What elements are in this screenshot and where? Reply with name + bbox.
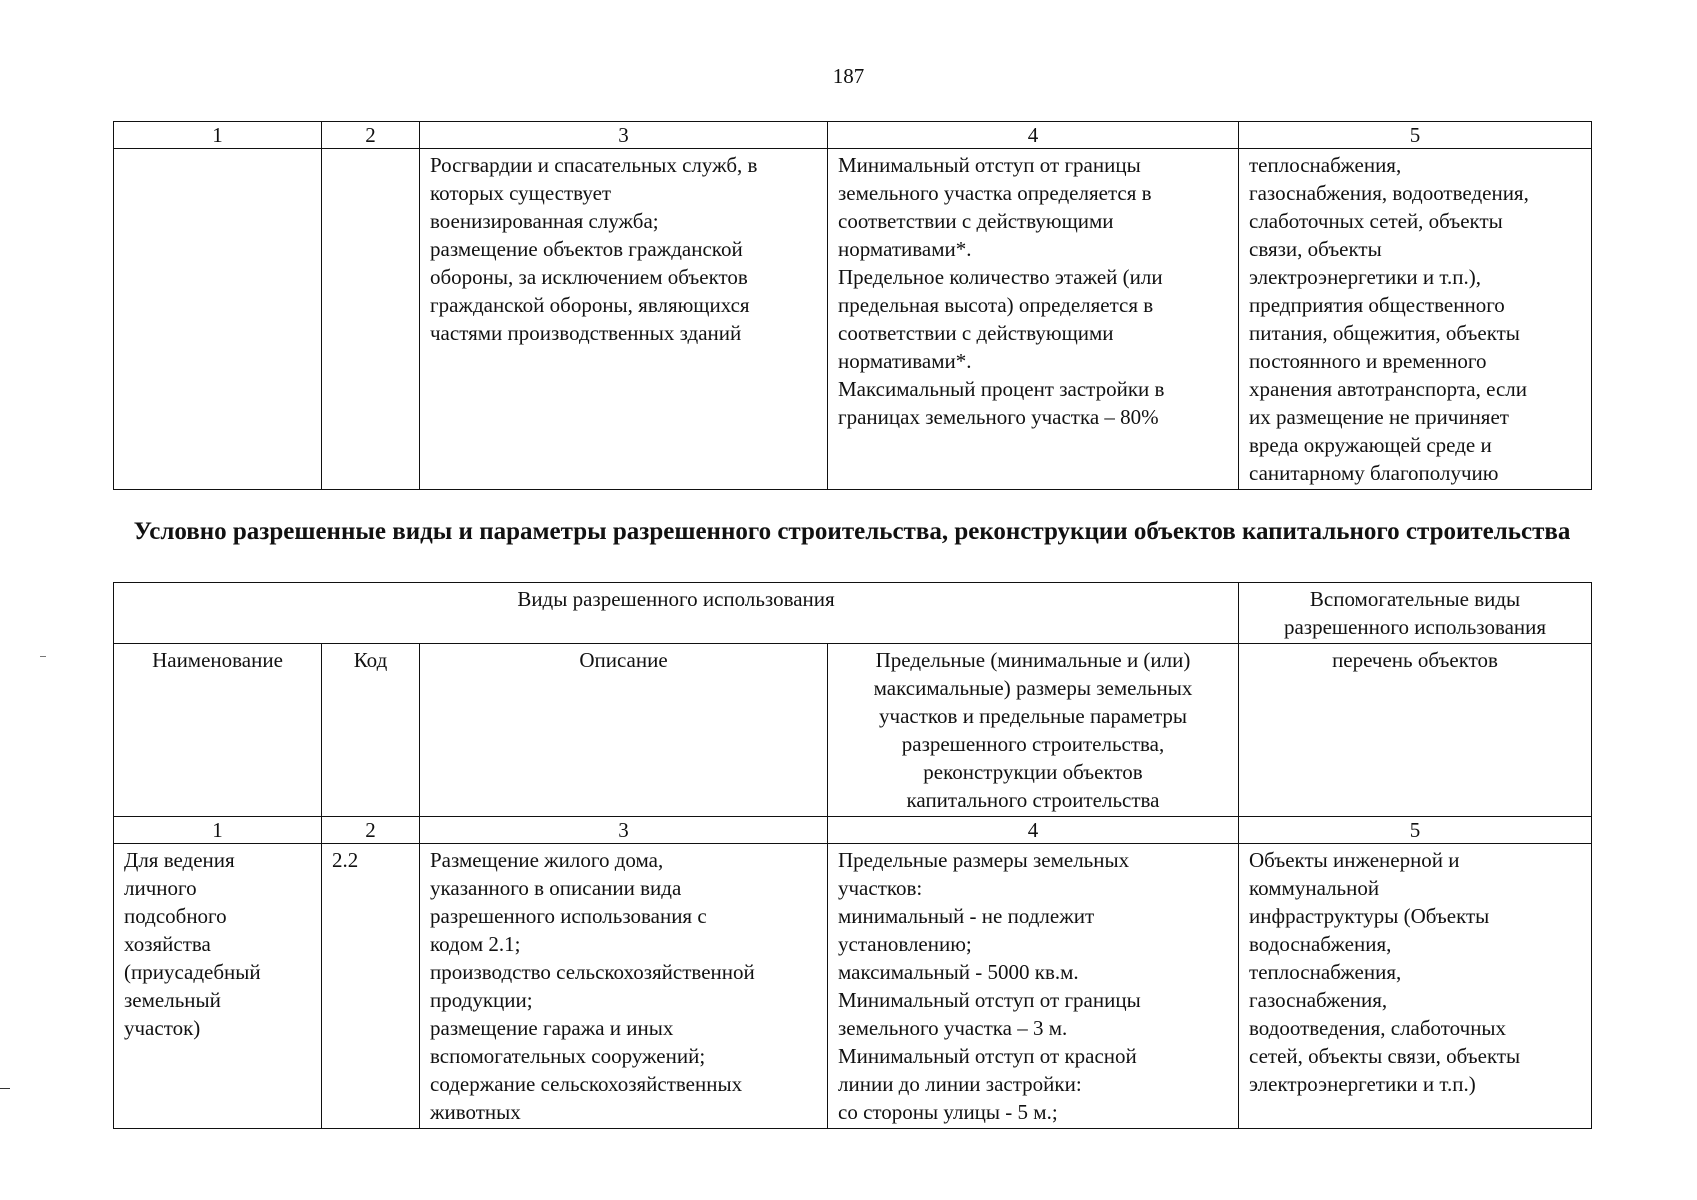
header-parameters: Предельные (минимальные и (или) максимальные) размеры земельных участков и предельные параметры разрешенного строительства, реконструкции объектов капитального строительства [828, 644, 1239, 817]
scan-mark [0, 1088, 10, 1089]
description-cell: Росгвардии и спасательных служб, в которых существует военизированная служба; размещение объектов гражданской обороны, за исключением объектов гражданской обороны, являющихся частями производственных зданий [420, 149, 828, 490]
name-cell: Для ведения личного подсобного хозяйства (приусадебный земельный участок) [114, 844, 322, 1129]
aux-header: Вспомогательные виды разрешенного использования [1239, 583, 1592, 644]
col-number: 3 [420, 817, 828, 844]
section-title: Условно разрешенные виды и параметры разрешенного строительства, реконструкции объектов капитального строительства [133, 518, 1571, 545]
scan-mark [40, 656, 46, 657]
col-number: 4 [828, 817, 1239, 844]
col-number: 2 [322, 817, 420, 844]
parameters-cell: Минимальный отступ от границы земельного участка определяется в соответствии с действующими нормативами*. Предельное количество этажей (или предельная высота) определяется в соответствии с действующими нормативами*. Максимальный процент застройки в границах земельного участка – 80% [828, 149, 1239, 490]
col-number: 3 [420, 122, 828, 149]
col-number: 1 [114, 817, 322, 844]
col-number: 1 [114, 122, 322, 149]
col-number: 5 [1239, 817, 1592, 844]
table-continuation [113, 121, 1592, 490]
code-cell [322, 149, 420, 490]
col-number: 4 [828, 122, 1239, 149]
table-row [114, 844, 1592, 1129]
header-name: Наименование [114, 644, 322, 817]
description-cell: Размещение жилого дома, указанного в описании вида разрешенного использования с кодом 2.1; производство сельскохозяйственной продукции; размещение гаража и иных вспомогательных сооружений; содержание сельскохозяйственных животных [420, 844, 828, 1129]
column-number-row [114, 122, 1592, 149]
header-objects: перечень объектов [1239, 644, 1592, 817]
group-header-row [114, 583, 1592, 644]
auxiliary-cell: Объекты инженерной и коммунальной инфраструктуры (Объекты водоснабжения, теплоснабжения, газоснабжения, водоотведения, слаботочных сетей, объекты связи, объекты электроэнергетики и т.п.) [1239, 844, 1592, 1129]
page-number: 187 [832, 64, 865, 88]
code-cell: 2.2 [322, 844, 420, 1129]
table-row [114, 149, 1592, 490]
header-code: Код [322, 644, 420, 817]
auxiliary-cell: теплоснабжения, газоснабжения, водоотведения, слаботочных сетей, объекты связи, объекты электроэнергетики и т.п.), предприятия общественного питания, общежития, объекты постоянного и временного хранения автотранспорта, если их размещение не причиняет вреда окружающей среде и санитарному благополучию [1239, 149, 1592, 490]
table-conditional-uses [113, 582, 1592, 1129]
name-cell [114, 149, 322, 490]
header-description: Описание [420, 644, 828, 817]
column-number-row [114, 817, 1592, 844]
header-row [114, 644, 1592, 817]
parameters-cell: Предельные размеры земельных участков: минимальный - не подлежит установлению; максимальный - 5000 кв.м. Минимальный отступ от границы земельного участка – 3 м. Минимальный отступ от красной линии до линии застройки: со стороны улицы - 5 м.; [828, 844, 1239, 1129]
col-number: 2 [322, 122, 420, 149]
col-number: 5 [1239, 122, 1592, 149]
group-header: Виды разрешенного использования [114, 583, 1239, 644]
